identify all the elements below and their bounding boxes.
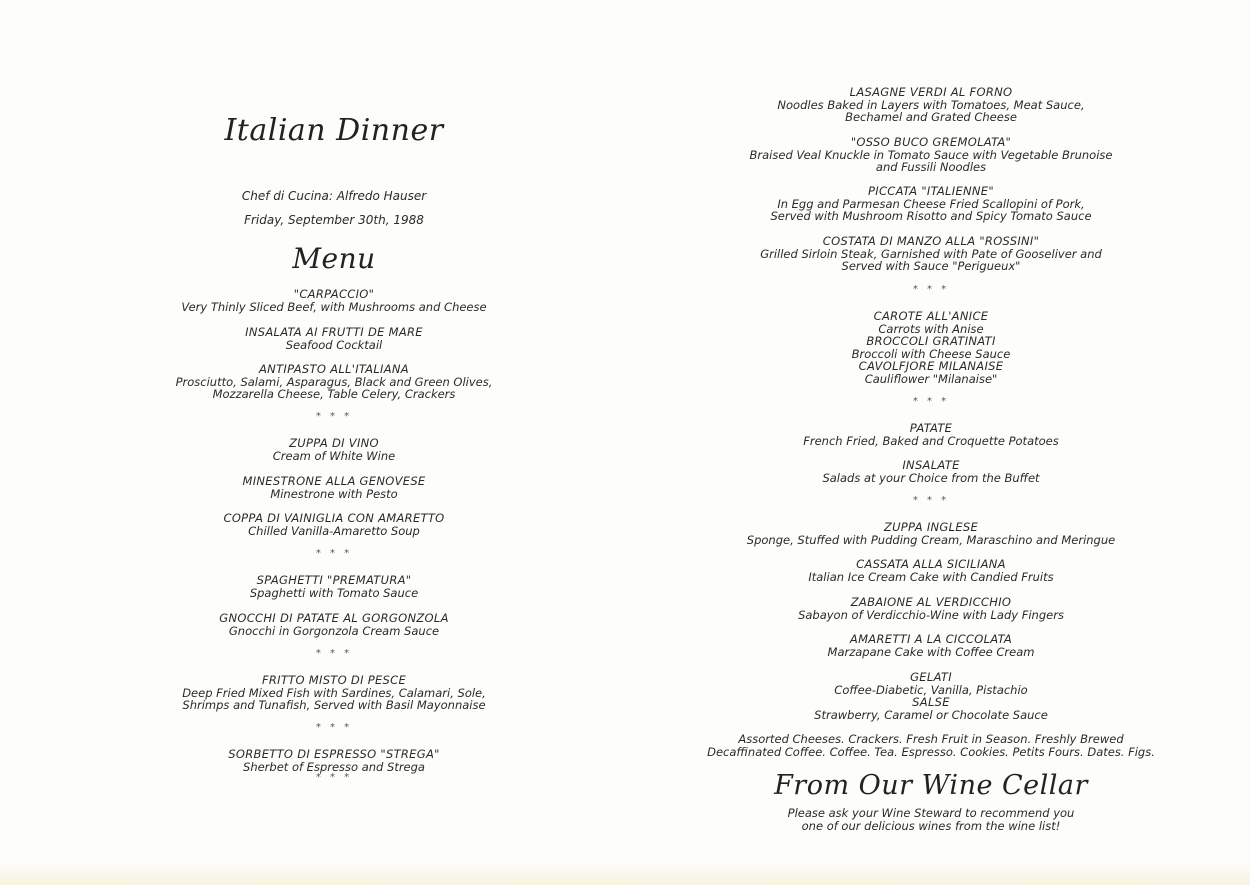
menu-title: Italian Dinner — [224, 113, 444, 148]
wine-note — [700, 807, 1162, 832]
vegetables-group — [700, 310, 1162, 386]
wine-line: Please ask your Wine Steward to recommend you — [787, 806, 1075, 820]
item-desc: Deep Fried Mixed Fish with Sardines, Calamari, Sole, — [182, 685, 486, 700]
chef-line: Chef di Cucina: Alfredo Hauser — [241, 189, 427, 203]
menu-item-zuppa-inglese — [700, 521, 1162, 546]
item-desc: Spaghetti with Tomato Sauce — [249, 585, 419, 600]
item-name: GELATI — [910, 670, 952, 684]
item-desc: Strawberry, Caramel or Chocolate Sauce — [814, 707, 1048, 722]
menu-item-minestrone — [134, 475, 534, 500]
item-name: ZABAIONE AL VERDICCHIO — [850, 595, 1012, 609]
separator: * * * — [315, 648, 353, 659]
item-desc: Coffee-Diabetic, Vanilla, Pistachio — [834, 682, 1028, 697]
item-desc: Gnocchi in Gorgonzola Cream Sauce — [228, 623, 440, 638]
item-name: PICCATA "ITALIENNE" — [868, 184, 994, 198]
wine-heading: From Our Wine Cellar — [774, 770, 1088, 801]
item-name: AMARETTI A LA CICCOLATA — [849, 632, 1013, 646]
item-desc: In Egg and Parmesan Cheese Fried Scallopini of Pork, — [777, 196, 1085, 211]
separator: * * * — [912, 284, 950, 295]
menu-item-sorbetto — [134, 748, 534, 773]
wine-line: one of our delicious wines from the wine list! — [801, 818, 1061, 833]
separator: * * * — [315, 548, 353, 559]
menu-item-carpaccio — [134, 288, 534, 313]
item-desc: Bechamel and Grated Cheese — [845, 110, 1017, 125]
item-desc: Cream of White Wine — [272, 448, 396, 463]
item-name: BROCCOLI GRATINATI — [866, 334, 996, 349]
item-desc: Very Thinly Sliced Beef, with Mushrooms and Cheese — [181, 299, 487, 314]
item-name: "OSSO BUCO GREMOLATA" — [850, 135, 1012, 149]
separator: * * * — [315, 722, 353, 733]
item-name: INSALATA AI FRUTTI DE MARE — [245, 325, 423, 339]
item-name: LASAGNE VERDI AL FORNO — [849, 85, 1013, 99]
item-desc: Italian Ice Cream Cake with Candied Fruits — [808, 569, 1054, 584]
item-name: SORBETTO DI ESPRESSO "STREGA" — [228, 747, 440, 761]
item-desc: Salads at your Choice from the Buffet — [822, 470, 1040, 485]
item-name: FRITTO MISTO DI PESCE — [261, 673, 407, 687]
menu-item-osso-buco — [700, 136, 1162, 174]
menu-item-costata — [700, 235, 1162, 273]
separator: * * * — [315, 772, 353, 783]
menu-item-amaretti — [700, 633, 1162, 658]
menu-item-cassata — [700, 558, 1162, 583]
item-desc: Minestrone with Pesto — [270, 486, 398, 501]
date-line: Friday, September 30th, 1988 — [244, 213, 424, 227]
item-name: "CARPACCIO" — [293, 287, 375, 301]
item-name: MINESTRONE ALLA GENOVESE — [242, 474, 426, 488]
menu-item-patate — [700, 422, 1162, 447]
item-desc: Served with Mushroom Risotto and Spicy Tomato Sauce — [770, 209, 1092, 224]
item-desc: Grilled Sirloin Steak, Garnished with Pate of Gooseliver and — [760, 246, 1102, 261]
paper-edge — [0, 862, 1250, 885]
item-name: COPPA DI VAINIGLIA CON AMARETTO — [223, 511, 445, 525]
item-name: ZUPPA DI VINO — [289, 436, 379, 450]
menu-item-coppa — [134, 512, 534, 537]
menu-item-zabaione — [700, 596, 1162, 621]
menu-item-zuppa-di-vino — [134, 437, 534, 462]
item-desc: Shrimps and Tunafish, Served with Basil Mayonnaise — [182, 698, 486, 713]
item-name: SPAGHETTI "PREMATURA" — [256, 573, 412, 587]
item-desc: Seafood Cocktail — [285, 337, 383, 352]
item-desc: Prosciutto, Salami, Asparagus, Black and Green Olives, — [175, 374, 493, 389]
menu-item-fritto-misto — [134, 674, 534, 712]
item-name: INSALATE — [902, 458, 960, 472]
item-name: COSTATA DI MANZO ALLA "ROSSINI" — [822, 234, 1040, 248]
closing-line: Assorted Cheeses. Crackers. Fresh Fruit in Season. Freshly Brewed — [738, 732, 1124, 746]
item-desc: Broccoli with Cheese Sauce — [851, 346, 1011, 361]
item-desc: Cauliflower "Milanaise" — [864, 371, 998, 386]
menu-item-antipasto — [134, 363, 534, 401]
item-desc: Mozzarella Cheese, Table Celery, Crackers — [212, 387, 456, 402]
item-desc: Noodles Baked in Layers with Tomatoes, Meat Sauce, — [777, 97, 1085, 112]
item-name: CAVOLFJORE MILANAISE — [858, 359, 1004, 374]
item-desc: Sherbet of Espresso and Strega — [243, 759, 425, 774]
menu-item-insalata — [134, 326, 534, 351]
closing-line: Decaffinated Coffee. Coffee. Tea. Espresso. Cookies. Petits Fours. Dates. Figs. — [707, 744, 1155, 759]
item-desc: Carrots with Anise — [878, 321, 984, 336]
item-name: SALSE — [912, 695, 950, 710]
item-name: ANTIPASTO ALL'ITALIANA — [259, 362, 409, 376]
gelati-group — [700, 671, 1162, 721]
item-name: ZUPPA INGLESE — [883, 520, 979, 534]
closing-note — [700, 733, 1162, 758]
menu-item-spaghetti — [134, 574, 534, 599]
item-desc: Chilled Vanilla-Amaretto Soup — [248, 523, 420, 538]
item-name: PATATE — [909, 421, 953, 435]
separator: * * * — [315, 411, 353, 422]
menu-item-piccata — [700, 185, 1162, 223]
item-desc: French Fried, Baked and Croquette Potatoes — [803, 433, 1059, 448]
item-desc: Served with Sauce "Perigueux" — [841, 259, 1021, 274]
item-desc: Sponge, Stuffed with Pudding Cream, Maraschino and Meringue — [746, 532, 1116, 547]
menu-item-insalate — [700, 459, 1162, 484]
menu-item-gnocchi — [134, 612, 534, 637]
item-name: CAROTE ALL'ANICE — [873, 309, 989, 323]
item-desc: Marzapane Cake with Coffee Cream — [827, 644, 1035, 659]
separator: * * * — [912, 495, 950, 506]
separator: * * * — [912, 396, 950, 407]
item-desc: and Fussili Noodles — [875, 160, 987, 175]
menu-item-lasagne — [700, 86, 1162, 124]
item-name: GNOCCHI DI PATATE AL GORGONZOLA — [219, 611, 449, 625]
menu-heading: Menu — [292, 242, 376, 275]
item-desc: Braised Veal Knuckle in Tomato Sauce with Vegetable Brunoise — [749, 147, 1113, 162]
item-name: CASSATA ALLA SICILIANA — [856, 557, 1006, 571]
item-desc: Sabayon of Verdicchio-Wine with Lady Fingers — [798, 607, 1064, 622]
